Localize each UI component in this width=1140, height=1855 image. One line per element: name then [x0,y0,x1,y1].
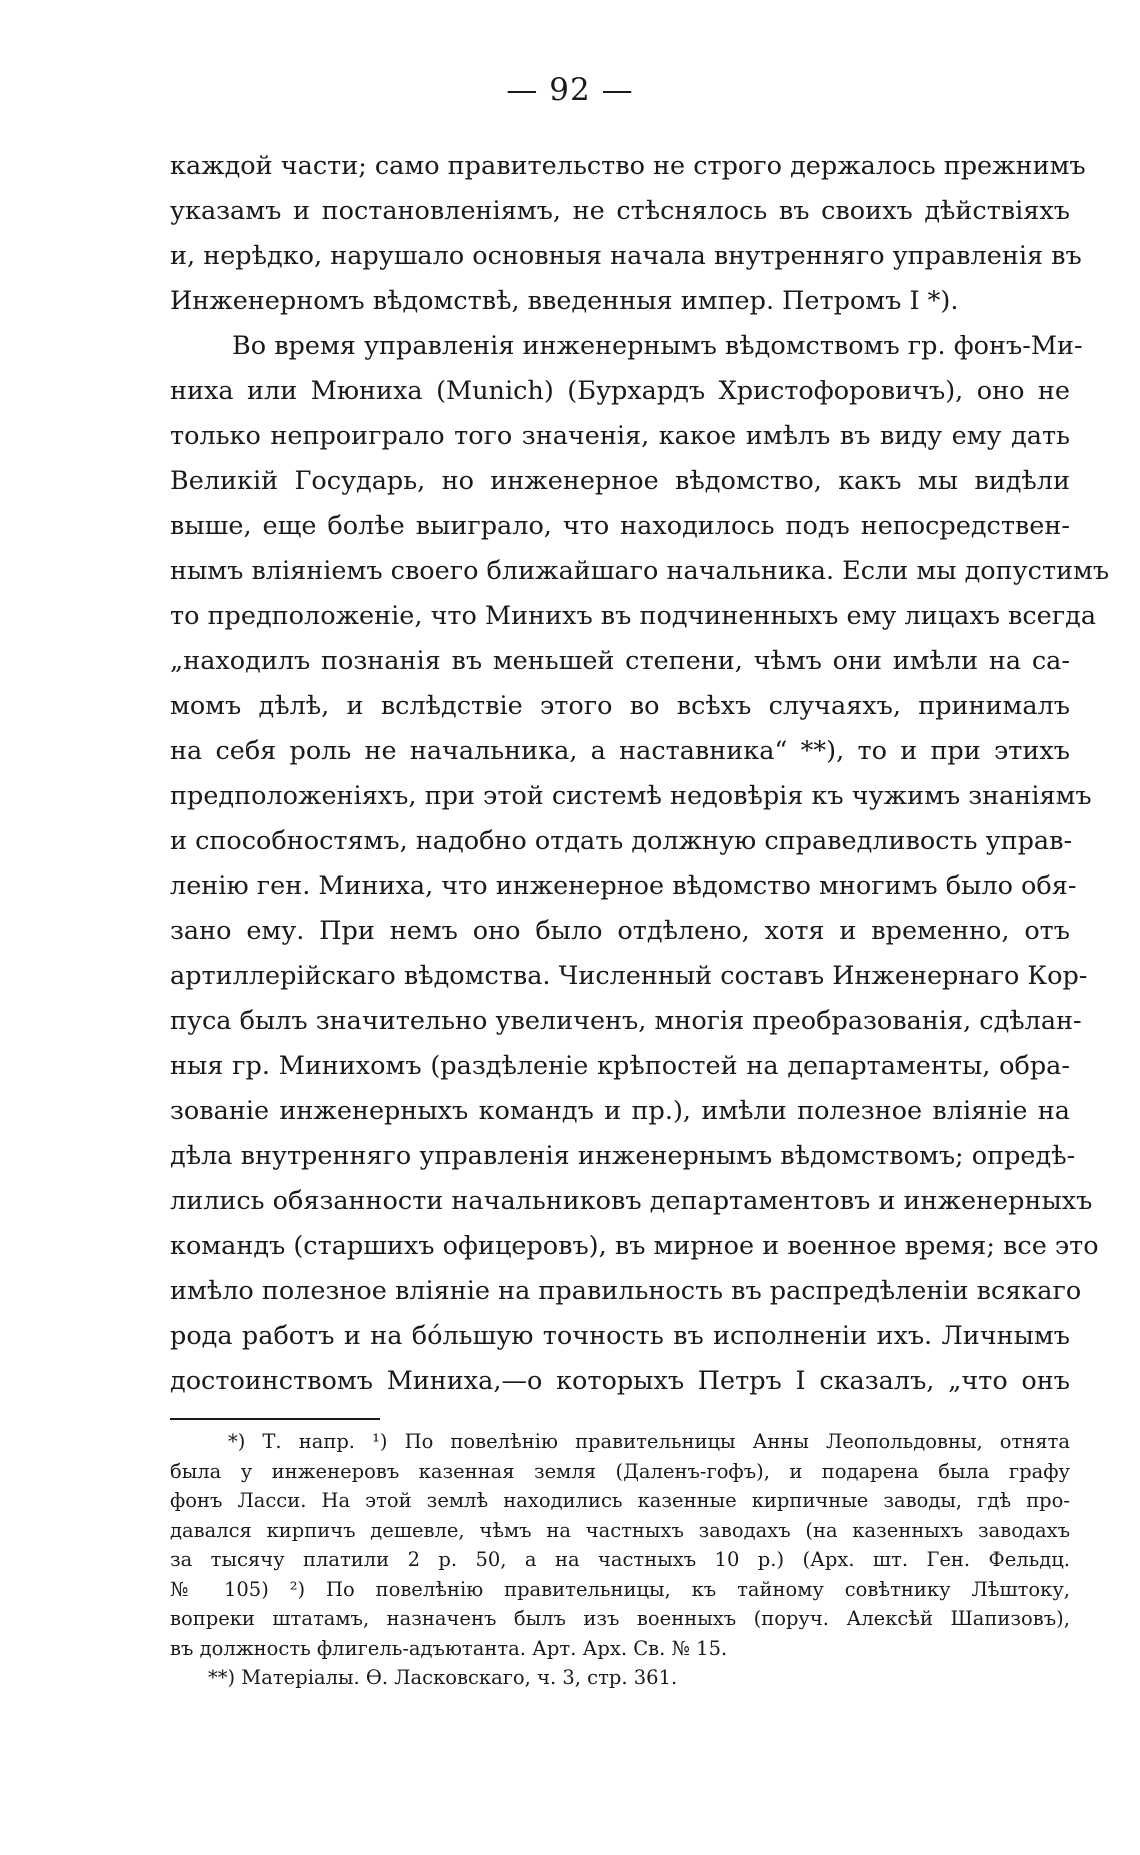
text-line: ленію ген. Миниха, что инженерное вѣдомство многимъ было обя- [170,871,1077,901]
main-text [170,144,1110,1404]
text-line: ныя гр. Минихомъ (раздѣленіе крѣпостей на департаменты, обра- [170,1051,1070,1081]
footnote-line: **) Матеріалы. Ѳ. Ласковскаго, ч. 3, стр. 361. [208,1666,678,1689]
text-line: только непроиграло того значенія, какое имѣлъ въ виду ему дать [170,421,1070,451]
footnote-line: давался кирпичъ дешевле, чѣмъ на частныхъ заводахъ (на казенныхъ заводахъ [170,1518,1070,1542]
text-line: „находилъ познанія въ меньшей степени, чѣмъ они имѣли на са- [170,646,1070,676]
text-line: момъ дѣлѣ, и вслѣдствіе этого во всѣхъ случаяхъ, принималъ [170,691,1070,721]
text-line: командъ (старшихъ офицеровъ), въ мирное и военное время; все это [170,1231,1099,1261]
text-line: каждой части; само правительство не строго держалось прежнимъ [170,151,1086,181]
footnote-line: вопреки штатамъ, назначенъ былъ изъ военныхъ (поруч. Алексѣй Шапизовъ), [170,1607,1070,1630]
text-line: на себя роль не начальника, а наставника“ **), то и при этихъ [170,736,1070,766]
footnote-separator [170,1418,380,1420]
text-line: артиллерійскаго вѣдомства. Численный составъ Инженернаго Кор- [170,961,1088,991]
text-line: лились обязанности начальниковъ департаментовъ и инженерныхъ [170,1186,1093,1216]
text-line: имѣло полезное вліяніе на правильность въ распредѣленіи всякаго [170,1276,1082,1306]
text-line: указамъ и постановленіямъ, не стѣснялось въ своихъ дѣйствіяхъ [170,196,1070,226]
footnote-line: была у инженеровъ казенная земля (Даленъ-гофъ), и подарена была графу [170,1459,1070,1483]
text-line: достоинствомъ Миниха,—о которыхъ Петръ I сказалъ, „что онъ [170,1366,1070,1396]
text-line: пуса былъ значительно увеличенъ, многія преобразованія, сдѣлан- [170,1006,1082,1036]
text-line: зано ему. При немъ оно было отдѣлено, хотя и временно, отъ [170,916,1070,946]
footnote-line: *) Т. напр. ¹) По повелѣнію правительницы Анны Леопольдовны, отнята [228,1430,1070,1453]
text-line: рода работъ и на бóльшую точность въ исполненіи ихъ. Личнымъ [170,1321,1070,1351]
footnote-line: въ должность флигель-адъютанта. Арт. Арх. Св. № 15. [170,1636,728,1660]
text-line: ниха или Мюниха (Munich) (Бурхардъ Христофоровичъ), оно не [170,376,1070,406]
footnote-line: за тысячу платили 2 р. 50, а на частныхъ 10 р.) (Арх. шт. Ген. Фельдц. [170,1548,1070,1571]
text-line: Великій Государь, но инженерное вѣдомство, какъ мы видѣли [170,466,1070,496]
page-number: — 92 — [506,72,634,108]
footnote-line: фонъ Ласси. На этой землѣ находились казенные кирпичные заводы, гдѣ про- [170,1489,1070,1512]
text-line: дѣла внутренняго управленія инженернымъ вѣдомствомъ; опредѣ- [170,1141,1076,1171]
text-line: выше, еще болѣе выиграло, что находилось подъ непосредствен- [170,511,1070,541]
text-line: зованіе инженерныхъ командъ и пр.), имѣли полезное вліяніе на [170,1096,1070,1126]
text-line: и способностямъ, надобно отдать должную справедливость управ- [170,826,1073,856]
text-line: Во время управленія инженернымъ вѣдомствомъ гр. фонъ-Ми- [232,331,1083,361]
footnote-line: № 105) ²) По повелѣнію правительницы, къ тайному совѣтнику Лѣштоку, [170,1577,1070,1601]
text-line: Инженерномъ вѣдомствѣ, введенныя импер. Петромъ I *). [170,286,959,316]
text-line: и, нерѣдко, нарушало основныя начала внутренняго управленія въ [170,241,1082,271]
footnotes [170,1427,1070,1693]
text-line: предположеніяхъ, при этой системѣ недовѣрія къ чужимъ знаніямъ [170,781,1092,811]
text-line: нымъ вліяніемъ своего ближайшаго начальника. Если мы допустимъ [170,556,1110,586]
text-line: то предположеніе, что Минихъ въ подчиненныхъ ему лицахъ всегда [170,601,1097,631]
